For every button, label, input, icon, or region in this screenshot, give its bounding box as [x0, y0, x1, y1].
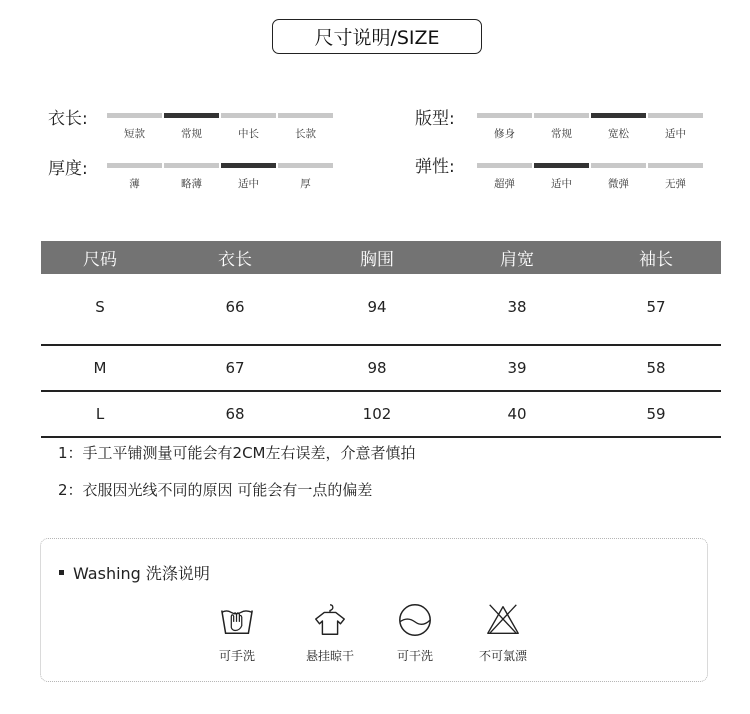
- bullet-icon: [59, 570, 64, 575]
- wash-item-no-bleach: [463, 601, 543, 664]
- table-cell: 98: [367, 359, 387, 377]
- table-cell: L: [95, 405, 105, 423]
- table-header: [41, 241, 721, 274]
- hand-wash-icon: [218, 601, 256, 639]
- attr-elasticity-option: 无弹: [648, 163, 703, 191]
- table-header-cell: 肩宽: [500, 250, 534, 270]
- washing-title: [59, 561, 210, 584]
- attr-thickness-option: 略薄: [164, 163, 219, 191]
- washing-title-text: Washing 洗涤说明: [73, 564, 210, 583]
- table-cell: 67: [225, 359, 245, 377]
- attr-length-option: 长款: [278, 113, 333, 141]
- table-row: [41, 392, 721, 438]
- attr-length-option-selected: 常规: [164, 113, 219, 141]
- attr-elasticity-scale: [477, 163, 703, 191]
- wash-label: 不可氯漂: [478, 649, 527, 663]
- note-measurement: 1：手工平铺测量可能会有2CM左右误差，介意者慎拍: [58, 444, 416, 462]
- table-header-cell: 尺码: [83, 250, 117, 270]
- attr-fit-label: 版型:: [415, 109, 455, 129]
- note-color: 2：衣服因光线不同的原因 可能会有一点的偏差: [58, 481, 373, 499]
- table-header-cell: 袖长: [639, 250, 673, 270]
- table-cell: 57: [646, 298, 666, 316]
- attr-thickness-label: 厚度:: [48, 159, 88, 179]
- page-title: 尺寸说明/SIZE: [272, 19, 482, 54]
- wash-label: 可干洗: [396, 649, 433, 663]
- table-cell: 59: [646, 405, 666, 423]
- attr-fit-scale: [477, 113, 703, 141]
- table-cell: 40: [507, 405, 527, 423]
- attr-length-scale: [107, 113, 333, 141]
- attr-thickness-scale: [107, 163, 333, 191]
- wash-label: 可手洗: [218, 649, 255, 663]
- table-header-cell: 衣长: [218, 250, 252, 270]
- attr-fit-option: 适中: [648, 113, 703, 141]
- wash-item-hand-wash: [197, 601, 277, 664]
- attr-elasticity-option: 超弹: [477, 163, 532, 191]
- table-row: [41, 274, 721, 346]
- dry-clean-icon: [396, 601, 434, 639]
- attr-thickness-option-selected: 适中: [221, 163, 276, 191]
- size-table: [41, 241, 721, 438]
- table-cell: 58: [646, 359, 666, 377]
- attr-elasticity-label: 弹性:: [415, 157, 455, 177]
- attr-elasticity-option: 微弹: [591, 163, 646, 191]
- attr-length-option: 短款: [107, 113, 162, 141]
- table-row: [41, 346, 721, 392]
- attr-fit-option-selected: 宽松: [591, 113, 646, 141]
- table-cell: 39: [507, 359, 527, 377]
- attr-fit-option: 常规: [534, 113, 589, 141]
- wash-item-dry-clean: [375, 601, 455, 664]
- attr-thickness-option: 厚: [278, 163, 333, 191]
- table-cell: 66: [225, 298, 245, 316]
- attr-length-option: 中长: [221, 113, 276, 141]
- attr-fit-option: 修身: [477, 113, 532, 141]
- table-cell: 68: [225, 405, 245, 423]
- table-cell: S: [95, 298, 105, 316]
- table-cell: 38: [507, 298, 527, 316]
- table-cell: 94: [367, 298, 387, 316]
- table-cell: M: [93, 359, 107, 377]
- table-header-cell: 胸围: [360, 250, 394, 270]
- wash-item-hang-dry: [290, 601, 370, 664]
- washing-panel: [40, 538, 708, 682]
- attr-thickness-option: 薄: [107, 163, 162, 191]
- table-cell: 102: [362, 405, 392, 423]
- attr-elasticity-option-selected: 适中: [534, 163, 589, 191]
- no-bleach-icon: [484, 601, 522, 639]
- wash-label: 悬挂晾干: [305, 649, 354, 663]
- attr-length-label: 衣长:: [48, 109, 88, 129]
- hang-dry-icon: [311, 601, 349, 639]
